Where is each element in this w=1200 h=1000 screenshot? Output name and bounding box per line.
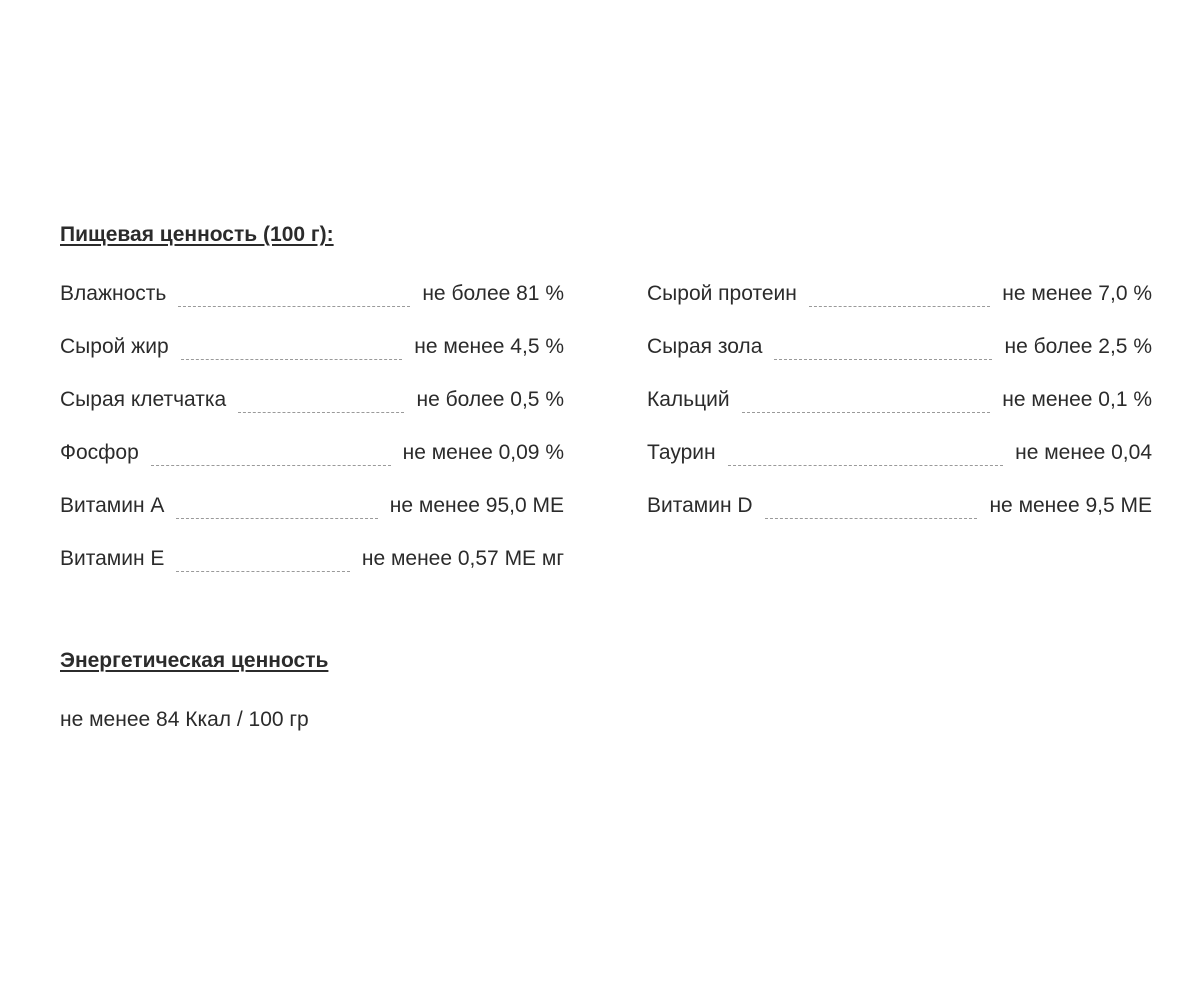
nutrient-value: не менее 4,5 % — [414, 335, 564, 358]
nutrient-row-vitamin-e — [60, 543, 564, 596]
nutrient-value: не менее 0,09 % — [402, 441, 564, 464]
dotted-leader — [181, 331, 403, 360]
dotted-leader — [176, 543, 349, 572]
nutrient-label: Витамин Е — [60, 547, 165, 570]
nutrient-value: не менее 9,5 МЕ — [989, 494, 1152, 517]
nutrient-label: Сырая клетчатка — [60, 388, 227, 411]
dotted-leader — [151, 437, 391, 466]
dotted-leader — [765, 490, 978, 519]
nutrient-value: не менее 0,04 — [1015, 441, 1152, 464]
nutrition-right-column — [647, 278, 1152, 543]
nutrient-label: Фосфор — [60, 441, 139, 464]
nutrient-row-calcium — [647, 384, 1152, 437]
nutrient-label: Сырой протеин — [647, 282, 797, 305]
dotted-leader — [178, 278, 410, 307]
dotted-leader — [176, 490, 377, 519]
dotted-leader — [809, 278, 990, 307]
nutrient-value: не менее 0,57 МЕ мг — [361, 547, 564, 570]
nutrient-value: не более 81 % — [422, 282, 564, 305]
nutrient-label: Кальций — [647, 388, 730, 411]
nutrient-value: не менее 0,1 % — [1002, 388, 1152, 411]
nutrient-label: Витамин D — [647, 494, 753, 517]
nutrient-row-crude-fat — [60, 331, 564, 384]
dotted-leader — [238, 384, 404, 413]
nutrient-label: Сырая зола — [647, 335, 763, 358]
nutrient-row-taurine — [647, 437, 1152, 490]
nutrition-left-column — [60, 278, 564, 596]
nutrient-value: не более 0,5 % — [416, 388, 564, 411]
energy-title: Энергетическая ценность — [60, 649, 329, 672]
dotted-leader — [728, 437, 1004, 466]
energy-value: не менее 84 Ккал / 100 гр — [60, 708, 309, 731]
nutrient-row-phosphorus — [60, 437, 564, 490]
nutrient-label: Сырой жир — [60, 335, 169, 358]
nutrient-label: Влажность — [60, 282, 167, 305]
nutrient-row-vitamin-d — [647, 490, 1152, 543]
nutrient-value: не менее 95,0 МЕ — [389, 494, 564, 517]
nutrient-row-crude-protein — [647, 278, 1152, 331]
nutrient-row-crude-ash — [647, 331, 1152, 384]
nutrient-value: не менее 7,0 % — [1002, 282, 1152, 305]
nutrient-value: не более 2,5 % — [1004, 335, 1152, 358]
nutrient-row-crude-fiber — [60, 384, 564, 437]
nutrient-label: Таурин — [647, 441, 716, 464]
dotted-leader — [742, 384, 991, 413]
nutrient-row-moisture — [60, 278, 564, 331]
nutrition-title: Пищевая ценность (100 г): — [60, 223, 334, 246]
nutrient-row-vitamin-a — [60, 490, 564, 543]
nutrient-label: Витамин А — [60, 494, 165, 517]
dotted-leader — [774, 331, 992, 360]
